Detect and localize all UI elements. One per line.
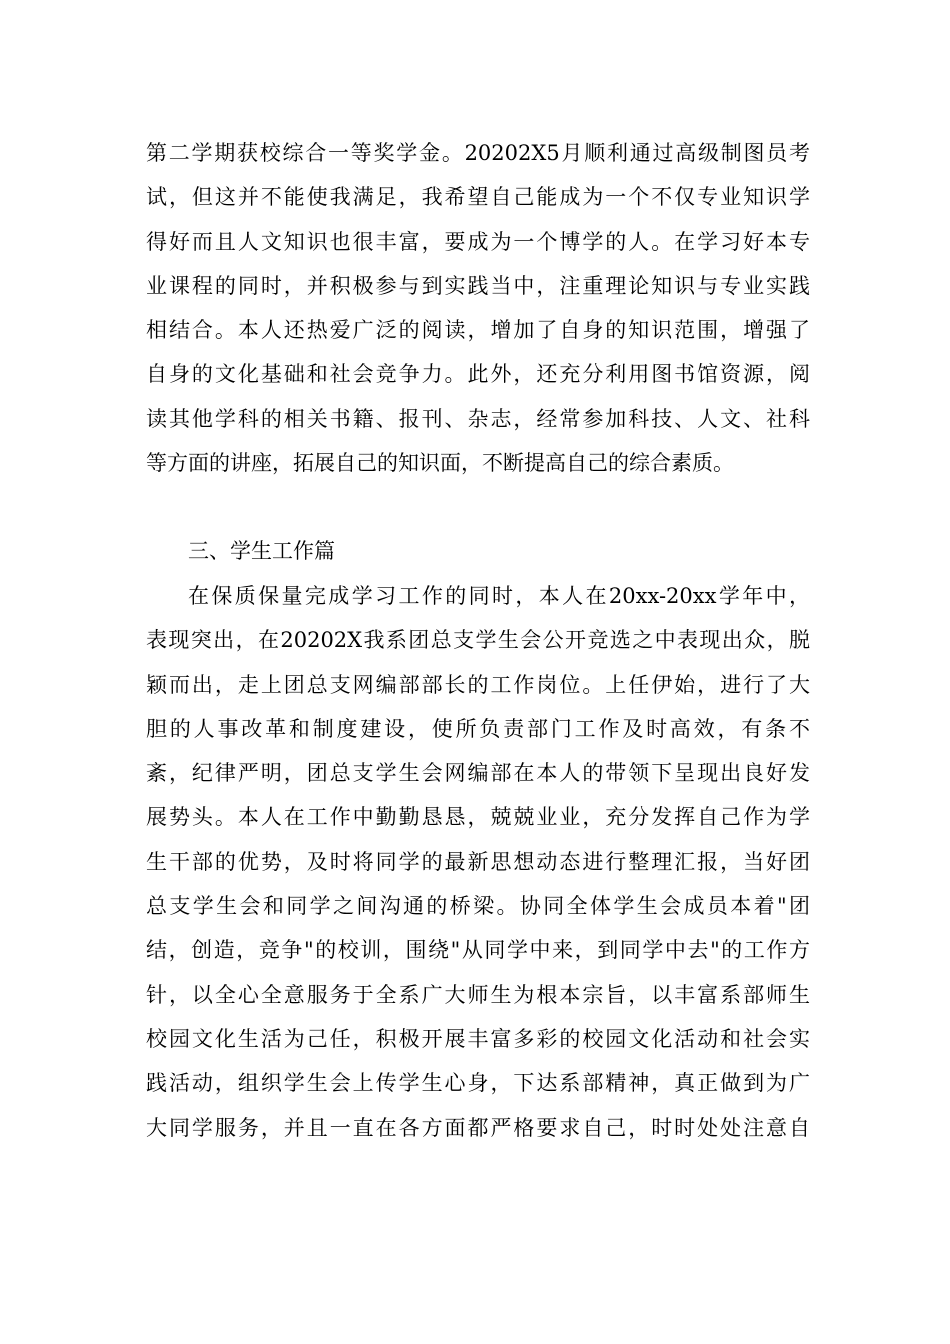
- paragraph-line: 等方面的讲座，拓展自己的知识面，不断提高自己的综合素质。: [146, 451, 734, 476]
- paragraph-line: 相结合。本人还热爱广泛的阅读，增加了自身的知识范围，增强了: [146, 318, 810, 343]
- paragraph-line: 结，创造，竞争"的校训，围绕"从同学中来，到同学中去"的工作方: [146, 938, 810, 963]
- paragraph-line: 胆的人事改革和制度建设，使所负责部门工作及时高效，有条不: [146, 716, 810, 741]
- paragraph-line: 总支学生会和同学之间沟通的桥梁。协同全体学生会成员本着"团: [146, 894, 810, 919]
- paragraph-line: 表现突出，在20202X我系团总支学生会公开竞选之中表现出众，脱: [146, 628, 810, 653]
- paragraph-study: [146, 131, 810, 485]
- paragraph-line: 展势头。本人在工作中勤勤恳恳，兢兢业业，充分发挥自己作为学: [146, 805, 810, 830]
- paragraph-student-work: [146, 574, 810, 1150]
- paragraph-line: 大同学服务，并且一直在各方面都严格要求自己，时时处处注意自: [146, 1115, 810, 1140]
- paragraph-line: 生干部的优势，及时将同学的最新思想动态进行整理汇报，当好团: [146, 849, 810, 874]
- paragraph-line: 颖而出，走上团总支网编部部长的工作岗位。上任伊始，进行了大: [146, 672, 810, 697]
- paragraph-line: 业课程的同时，并积极参与到实践当中，注重理论知识与专业实践: [146, 273, 810, 298]
- paragraph-line: 针，以全心全意服务于全系广大师生为根本宗旨，以丰富系部师生: [146, 982, 810, 1007]
- paragraph-line: 自身的文化基础和社会竞争力。此外，还充分利用图书馆资源，阅: [146, 362, 810, 387]
- paragraph-line: 第二学期获校综合一等奖学金。20202X5月顺利通过高级制图员考: [146, 141, 810, 165]
- paragraph-line: 读其他学科的相关书籍、报刊、杂志，经常参加科技、人文、社科: [146, 406, 810, 431]
- paragraph-line: 试，但这并不能使我满足，我希望自己能成为一个不仅专业知识学: [146, 185, 810, 210]
- paragraph-line: 校园文化生活为己任，积极开展丰富多彩的校园文化活动和社会实: [146, 1026, 810, 1051]
- paragraph-line: 紊，纪律严明，团总支学生会网编部在本人的带领下呈现出良好发: [146, 761, 810, 786]
- section-heading: 三、学生工作篇: [188, 539, 335, 563]
- paragraph-line: 践活动，组织学生会上传学生心身，下达系部精神，真正做到为广: [146, 1071, 810, 1096]
- paragraph-line: 在保质保量完成学习工作的同时，本人在20xx-20xx学年中，: [188, 584, 810, 608]
- paragraph-line: 得好而且人文知识也很丰富，要成为一个博学的人。在学习好本专: [146, 229, 810, 254]
